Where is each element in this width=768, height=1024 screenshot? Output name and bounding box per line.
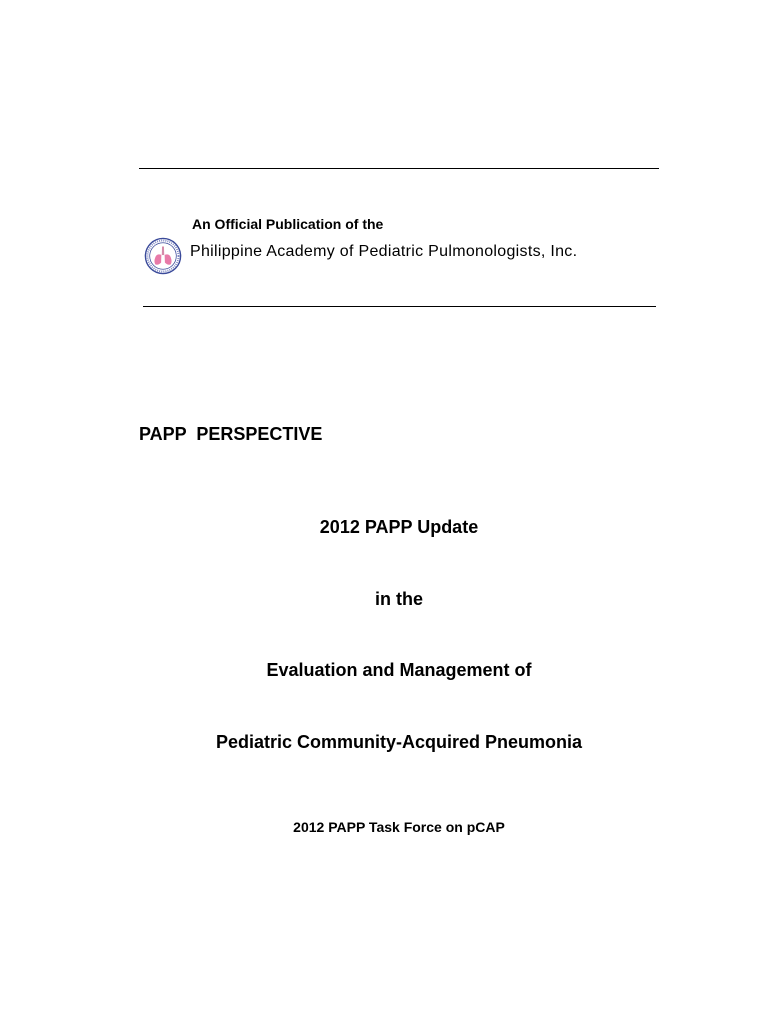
organization-name: Philippine Academy of Pediatric Pulmonologists, Inc. — [190, 243, 578, 260]
task-force-credit: 2012 PAPP Task Force on pCAP — [293, 819, 505, 835]
bottom-divider — [143, 306, 656, 307]
publication-line: An Official Publication of the — [192, 216, 384, 232]
title-line: Evaluation and Management of — [266, 660, 532, 680]
title-line: Pediatric Community-Acquired Pneumonia — [215, 732, 583, 752]
title-line: in the — [375, 589, 423, 609]
lungs-seal-icon — [144, 237, 182, 275]
section-title: PAPP PERSPECTIVE — [139, 424, 323, 444]
top-divider — [139, 168, 659, 169]
title-line: 2012 PAPP Update — [319, 517, 479, 537]
